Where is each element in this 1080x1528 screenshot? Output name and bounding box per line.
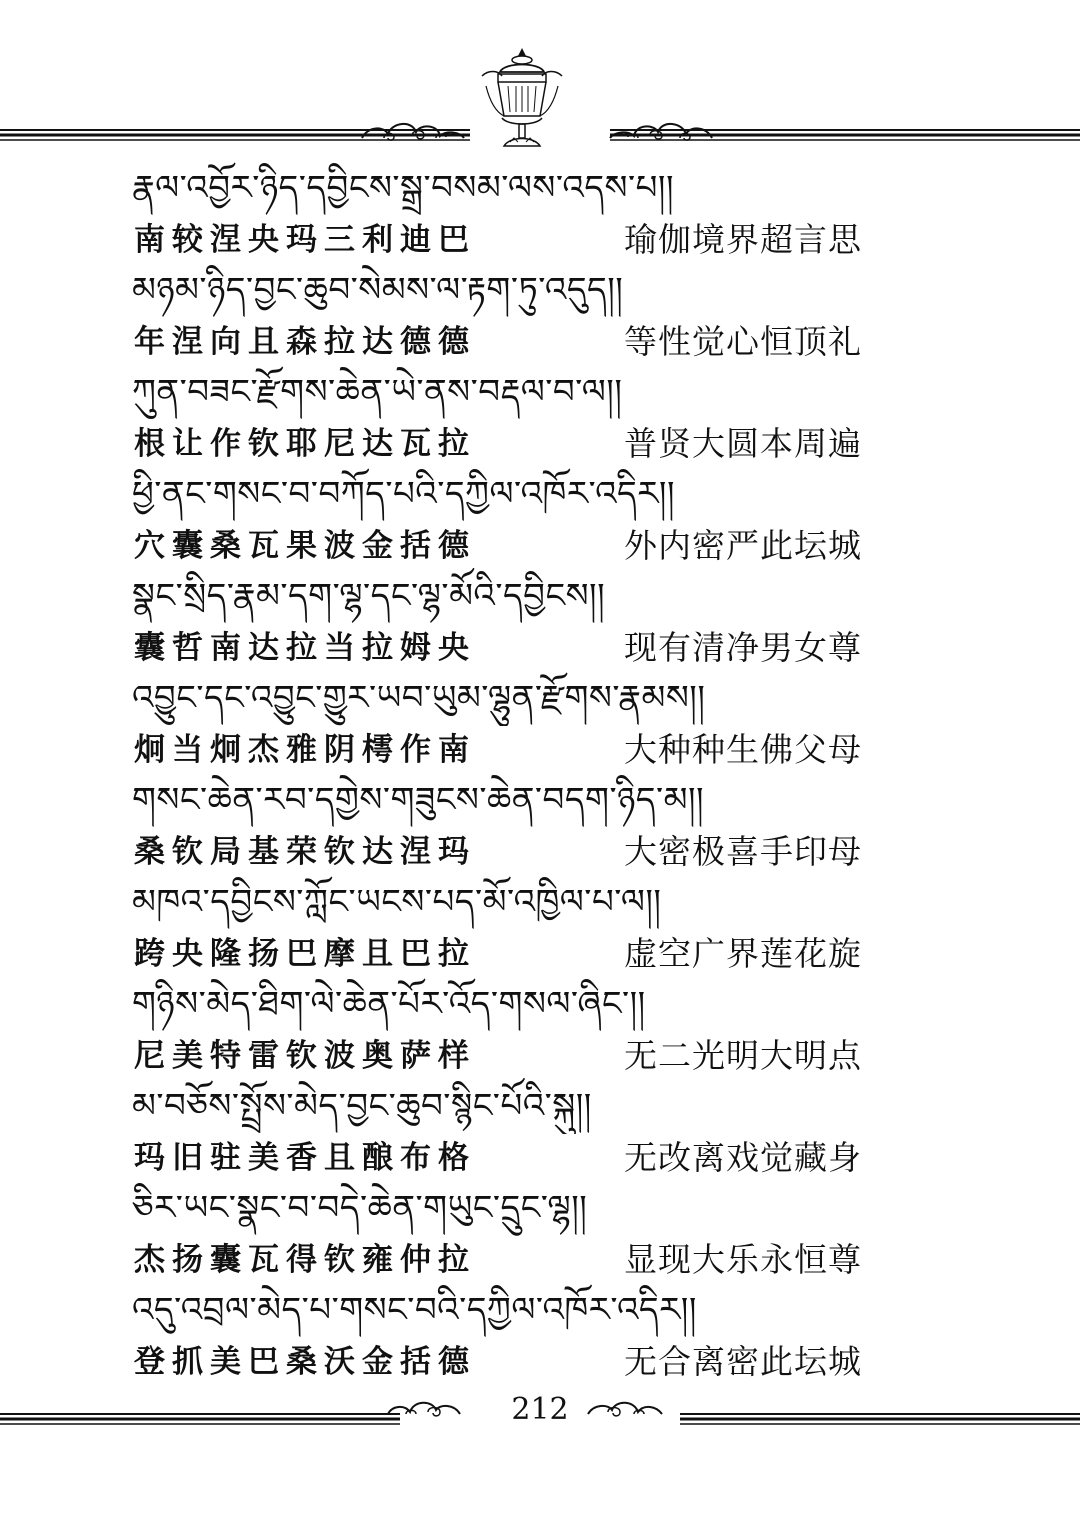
chinese-translation-line: 瑜伽境界超言思 — [624, 220, 862, 259]
tibetan-line: མཉམ་ཉིད་བྱང་ཆུབ་སེམས་ལ་རྟག་ཏུ་འདུད།། — [132, 270, 624, 310]
tibetan-line: ཀུན་བཟང་རྫོགས་ཆེན་ཡེ་ནས་བརྡལ་བ་ལ།། — [132, 372, 623, 412]
verse-block — [132, 364, 862, 466]
verse-block — [132, 1078, 862, 1180]
chinese-translation-line: 虚空广界莲花旋 — [624, 934, 862, 973]
cloud-scroll-icon — [382, 1392, 472, 1426]
transliteration-line: 登抓美巴桑沃金括德 — [134, 1344, 476, 1380]
victory-banner-emblem — [474, 46, 570, 152]
tibetan-line: ཕྱི་ནང་གསང་བ་བཀོད་པའི་དཀྱིལ་འཁོར་འདིར།། — [132, 474, 676, 514]
tibetan-line: ཅིར་ཡང་སྣང་བ་བདེ་ཆེན་གཡུང་དྲུང་ལྷ།། — [132, 1188, 588, 1228]
transliteration-line: 跨央隆扬巴摩且巴拉 — [134, 936, 476, 972]
transliteration-line: 南较涅央玛三利迪巴 — [134, 222, 476, 258]
transliteration-line: 根让作钦耶尼达瓦拉 — [134, 426, 476, 462]
verse-block — [132, 466, 862, 568]
chinese-translation-line: 大密极喜手印母 — [624, 832, 862, 871]
verse-block — [132, 874, 862, 976]
cloud-scroll-icon — [600, 112, 720, 150]
chinese-translation-line: 无二光明大明点 — [624, 1036, 862, 1075]
transliteration-line: 尼美特雷钦波奥萨样 — [134, 1038, 476, 1074]
tibetan-line: གསང་ཆེན་རབ་དགྱེས་གཟུངས་ཆེན་བདག་ཉིད་མ།། — [132, 780, 705, 820]
transliteration-line: 炯当炯杰雅阴樗作南 — [134, 732, 476, 768]
verse-block — [132, 976, 862, 1078]
tibetan-line: གཉིས་མེད་ཐིག་ལེ་ཆེན་པོར་འོད་གསལ་ཞིང་།། — [132, 984, 646, 1024]
tibetan-line: སྣང་སྲིད་རྣམ་དག་ལྷ་དང་ལྷ་མོའི་དབྱིངས།། — [132, 576, 606, 616]
verse-block — [132, 1180, 862, 1282]
transliteration-line: 囊哲南达拉当拉姆央 — [134, 630, 476, 666]
tibetan-line: འབྱུང་དང་འབྱུང་གྱུར་ཡབ་ཡུམ་ལྷུན་རྫོགས་རྣམས།། — [132, 678, 706, 718]
transliteration-line: 穴囊桑瓦果波金括德 — [134, 528, 476, 564]
cloud-scroll-icon — [354, 112, 474, 150]
verse-block — [132, 160, 862, 262]
verse-block — [132, 568, 862, 670]
verse-block — [132, 1282, 862, 1384]
chinese-translation-line: 无合离密此坛城 — [624, 1342, 862, 1381]
chinese-translation-line: 无改离戏觉藏身 — [624, 1138, 862, 1177]
transliteration-line: 杰扬囊瓦得钦雍仲拉 — [134, 1242, 476, 1278]
chinese-translation-line: 大种种生佛父母 — [624, 730, 862, 769]
verse-block — [132, 262, 862, 364]
verse-list — [132, 160, 862, 1384]
transliteration-line: 年涅向且森拉达德德 — [134, 324, 476, 360]
tibetan-line: འདུ་འབྲལ་མེད་པ་གསང་བའི་དཀྱིལ་འཁོར་འདིར།། — [132, 1290, 697, 1330]
page-number: 212 — [511, 1392, 569, 1427]
transliteration-line: 桑钦局基荣钦达涅玛 — [134, 834, 476, 870]
chinese-translation-line: 显现大乐永恒尊 — [624, 1240, 862, 1279]
tibetan-line: མ་བཅོས་སྤྲོས་མེད་བྱང་ཆུབ་སྙིང་པོའི་སྐུ།། — [132, 1086, 592, 1126]
chinese-translation-line: 普贤大圆本周遍 — [624, 424, 862, 463]
tibetan-line: རྣལ་འབྱོར་ཉིད་དབྱིངས་སྒྲ་བསམ་ལས་འདས་པ།། — [132, 168, 675, 208]
verse-block — [132, 772, 862, 874]
verse-block — [132, 670, 862, 772]
chinese-translation-line: 现有清净男女尊 — [624, 628, 862, 667]
tibetan-line: མཁའ་དབྱིངས་ཀློང་ཡངས་པད་མོ་འཁྱིལ་པ་ལ།། — [132, 882, 662, 922]
transliteration-line: 玛旧驻美香且酿布格 — [134, 1140, 476, 1176]
chinese-translation-line: 等性觉心恒顶礼 — [624, 322, 862, 361]
chinese-translation-line: 外内密严此坛城 — [624, 526, 862, 565]
